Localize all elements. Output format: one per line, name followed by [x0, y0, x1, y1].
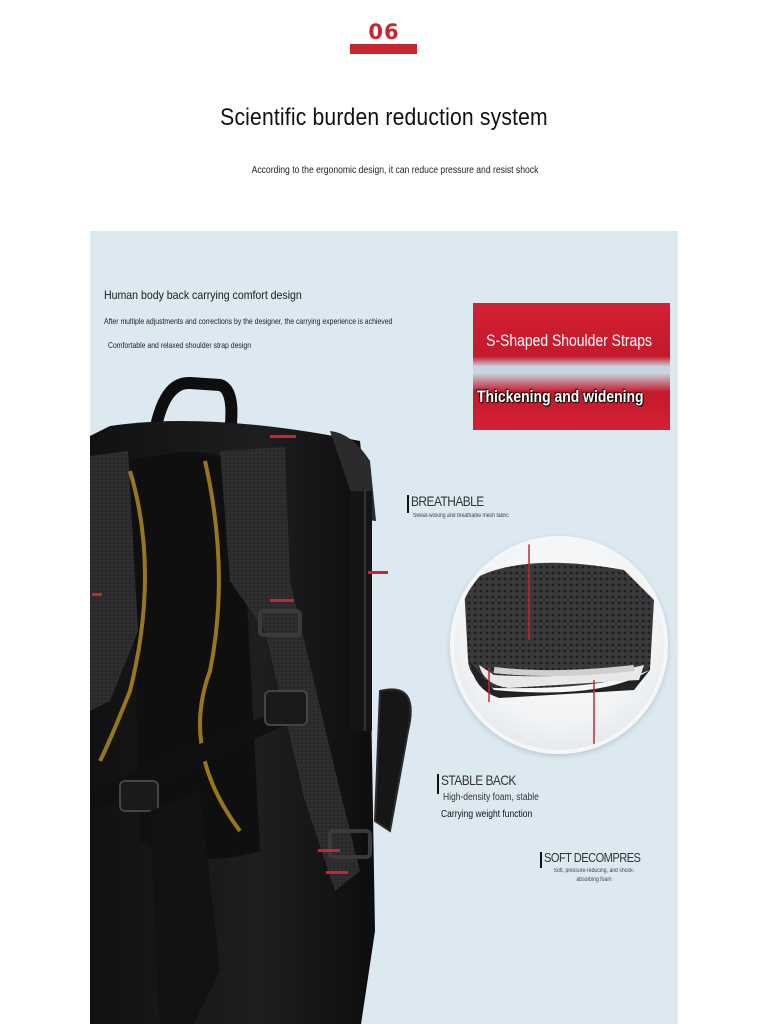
- panel-description: After multiple adjustments and corrections by the designer, the carrying experience is achieved: [104, 317, 393, 326]
- feature-description-2: Carrying weight function: [441, 809, 533, 820]
- feature-marker: [437, 774, 439, 794]
- feature-marker: [407, 495, 409, 513]
- feature-description: High-density foam, stable: [443, 792, 539, 803]
- feature-description: Soft, pressure-reducing, and shock-absorbing foam: [553, 868, 635, 883]
- backpack-image: [90, 371, 420, 1024]
- feature-panel: [90, 231, 678, 1024]
- mesh-detail-image: [450, 536, 668, 754]
- feature-title: SOFT DECOMPRES: [544, 850, 641, 865]
- section-number: 06: [368, 20, 400, 44]
- chest-buckle: [265, 691, 307, 725]
- page-title: Scientific burden reduction system: [220, 104, 548, 131]
- brand-tag: [270, 435, 296, 438]
- banner-title: S-Shaped Shoulder Straps: [486, 331, 652, 350]
- feature-description: Sweat-wicking and breathable mesh fabric: [413, 513, 509, 519]
- banner-subtitle: Thickening and widening: [477, 387, 644, 406]
- feature-title: STABLE BACK: [441, 772, 516, 788]
- page-subtitle: According to the ergonomic design, it can reduce pressure and resist shock: [251, 165, 539, 176]
- panel-heading: Human body back carrying comfort design: [104, 288, 302, 302]
- feature-marker: [540, 852, 542, 868]
- shoulder-strap-banner: [473, 303, 670, 430]
- panel-description-2: Comfortable and relaxed shoulder strap design: [108, 341, 252, 350]
- feature-title: BREATHABLE: [411, 493, 484, 509]
- section-underline: [350, 44, 417, 54]
